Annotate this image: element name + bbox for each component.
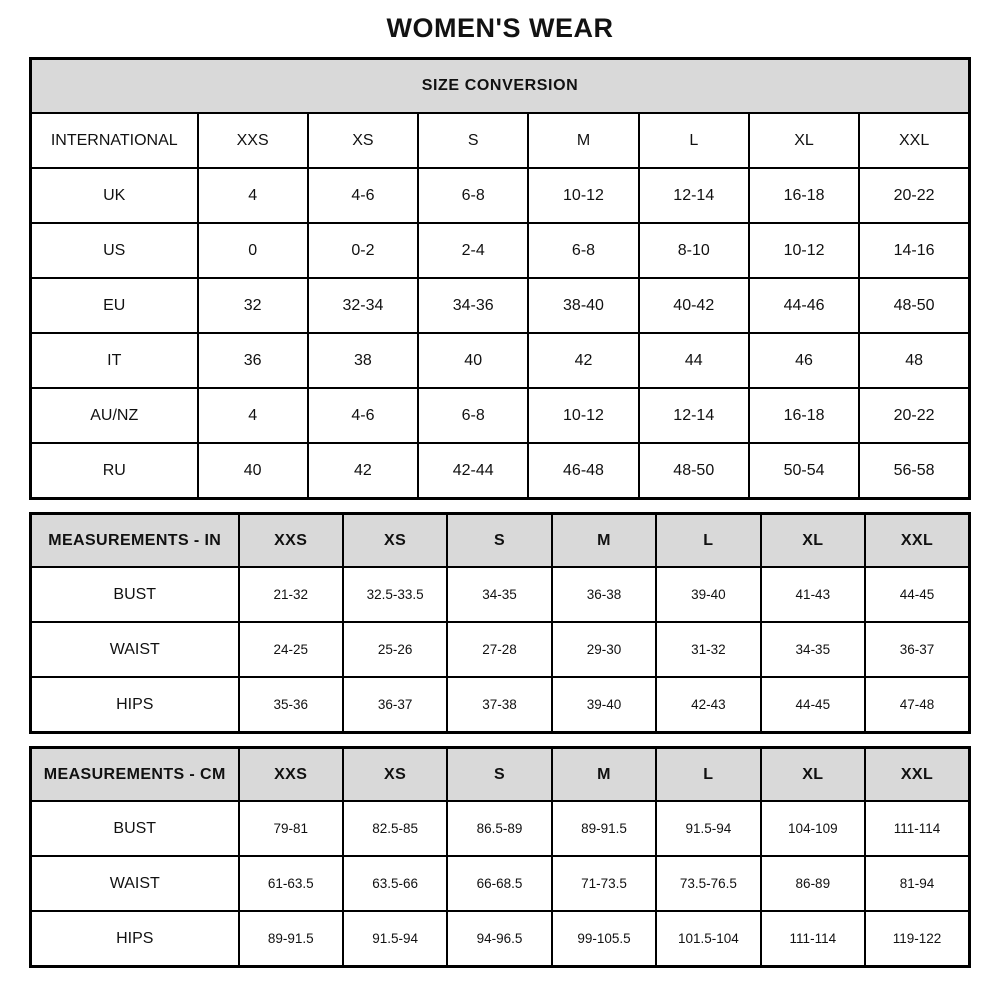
measurements-in-table: [29, 512, 971, 734]
size-value-cell: 48-50: [859, 278, 969, 333]
size-value-cell: 42: [528, 333, 638, 388]
measurement-label: WAIST: [31, 856, 239, 911]
size-chart-page: [29, 0, 971, 968]
measurements-cm-header-row: [31, 748, 970, 802]
table-row: [31, 333, 970, 388]
table-row: [31, 278, 970, 333]
measurement-value-cell: 82.5-85: [343, 801, 447, 856]
size-value-cell: 10-12: [749, 223, 859, 278]
size-value-cell: 0-2: [308, 223, 418, 278]
table-row: [31, 911, 970, 967]
measurement-value-cell: 37-38: [447, 677, 551, 733]
column-header-size: XXL: [859, 113, 969, 168]
measurement-value-cell: 71-73.5: [552, 856, 656, 911]
size-value-cell: 14-16: [859, 223, 969, 278]
measurements-table-title: MEASUREMENTS - CM: [31, 748, 239, 802]
column-header-size: L: [639, 113, 749, 168]
column-header-size: S: [447, 514, 551, 568]
measurement-value-cell: 34-35: [447, 567, 551, 622]
size-value-cell: 0: [198, 223, 308, 278]
column-header-size: XXL: [865, 514, 969, 568]
measurement-value-cell: 41-43: [761, 567, 865, 622]
table-row: [31, 622, 970, 677]
measurement-value-cell: 66-68.5: [447, 856, 551, 911]
region-label: IT: [31, 333, 198, 388]
size-value-cell: 12-14: [639, 168, 749, 223]
size-value-cell: 56-58: [859, 443, 969, 499]
column-header-size: L: [656, 514, 760, 568]
measurement-value-cell: 32.5-33.5: [343, 567, 447, 622]
size-value-cell: 38: [308, 333, 418, 388]
size-value-cell: 10-12: [528, 168, 638, 223]
size-value-cell: 42: [308, 443, 418, 499]
size-value-cell: 16-18: [749, 168, 859, 223]
measurement-value-cell: 89-91.5: [552, 801, 656, 856]
size-value-cell: 12-14: [639, 388, 749, 443]
column-header-size: XXS: [239, 748, 343, 802]
measurement-value-cell: 42-43: [656, 677, 760, 733]
measurement-value-cell: 27-28: [447, 622, 551, 677]
table-row: [31, 223, 970, 278]
size-conversion-banner-row: [31, 59, 970, 114]
measurement-value-cell: 91.5-94: [656, 801, 760, 856]
measurement-value-cell: 29-30: [552, 622, 656, 677]
measurement-value-cell: 104-109: [761, 801, 865, 856]
region-label: EU: [31, 278, 198, 333]
measurement-value-cell: 39-40: [552, 677, 656, 733]
measurement-value-cell: 73.5-76.5: [656, 856, 760, 911]
size-value-cell: 38-40: [528, 278, 638, 333]
size-value-cell: 2-4: [418, 223, 528, 278]
size-conversion-title: SIZE CONVERSION: [31, 59, 970, 114]
measurements-table-title: MEASUREMENTS - IN: [31, 514, 239, 568]
measurement-label: HIPS: [31, 911, 239, 967]
table-row: [31, 388, 970, 443]
measurement-value-cell: 111-114: [761, 911, 865, 967]
measurement-value-cell: 94-96.5: [447, 911, 551, 967]
measurement-value-cell: 36-37: [343, 677, 447, 733]
size-value-cell: 44: [639, 333, 749, 388]
measurement-value-cell: 79-81: [239, 801, 343, 856]
size-value-cell: 48: [859, 333, 969, 388]
size-value-cell: 16-18: [749, 388, 859, 443]
measurements-cm-table: [29, 746, 971, 968]
column-header-size: L: [656, 748, 760, 802]
measurement-value-cell: 21-32: [239, 567, 343, 622]
measurement-label: HIPS: [31, 677, 239, 733]
measurement-value-cell: 44-45: [865, 567, 969, 622]
size-value-cell: 40: [418, 333, 528, 388]
measurement-label: WAIST: [31, 622, 239, 677]
size-value-cell: 36: [198, 333, 308, 388]
size-value-cell: 8-10: [639, 223, 749, 278]
measurement-value-cell: 31-32: [656, 622, 760, 677]
measurement-value-cell: 63.5-66: [343, 856, 447, 911]
column-header-size: M: [552, 514, 656, 568]
size-value-cell: 40-42: [639, 278, 749, 333]
measurement-value-cell: 119-122: [865, 911, 969, 967]
column-header-size: XXS: [198, 113, 308, 168]
column-header-size: XL: [749, 113, 859, 168]
column-header-size: M: [552, 748, 656, 802]
measurement-value-cell: 39-40: [656, 567, 760, 622]
measurement-value-cell: 47-48: [865, 677, 969, 733]
column-header-size: S: [447, 748, 551, 802]
measurement-value-cell: 34-35: [761, 622, 865, 677]
size-value-cell: 4-6: [308, 168, 418, 223]
table-row: [31, 677, 970, 733]
table-row: [31, 168, 970, 223]
measurement-value-cell: 99-105.5: [552, 911, 656, 967]
column-header-size: XL: [761, 514, 865, 568]
size-value-cell: 50-54: [749, 443, 859, 499]
size-value-cell: 42-44: [418, 443, 528, 499]
measurement-value-cell: 44-45: [761, 677, 865, 733]
size-value-cell: 44-46: [749, 278, 859, 333]
measurement-value-cell: 24-25: [239, 622, 343, 677]
column-header-size: M: [528, 113, 638, 168]
size-value-cell: 34-36: [418, 278, 528, 333]
size-value-cell: 20-22: [859, 168, 969, 223]
measurement-value-cell: 36-37: [865, 622, 969, 677]
measurement-value-cell: 61-63.5: [239, 856, 343, 911]
measurement-label: BUST: [31, 567, 239, 622]
size-value-cell: 10-12: [528, 388, 638, 443]
measurement-value-cell: 36-38: [552, 567, 656, 622]
measurement-value-cell: 86-89: [761, 856, 865, 911]
table-row: [31, 567, 970, 622]
column-header-size: XL: [761, 748, 865, 802]
size-value-cell: 4-6: [308, 388, 418, 443]
column-header-international: INTERNATIONAL: [31, 113, 198, 168]
size-value-cell: 48-50: [639, 443, 749, 499]
measurement-label: BUST: [31, 801, 239, 856]
measurement-value-cell: 91.5-94: [343, 911, 447, 967]
measurements-in-header-row: [31, 514, 970, 568]
size-value-cell: 20-22: [859, 388, 969, 443]
column-header-size: XS: [343, 748, 447, 802]
size-value-cell: 40: [198, 443, 308, 499]
column-header-size: XXS: [239, 514, 343, 568]
region-label: US: [31, 223, 198, 278]
column-header-size: XS: [308, 113, 418, 168]
measurement-value-cell: 101.5-104: [656, 911, 760, 967]
measurement-value-cell: 89-91.5: [239, 911, 343, 967]
measurement-value-cell: 35-36: [239, 677, 343, 733]
size-value-cell: 46-48: [528, 443, 638, 499]
table-row: [31, 443, 970, 499]
column-header-size: S: [418, 113, 528, 168]
size-value-cell: 46: [749, 333, 859, 388]
size-value-cell: 32: [198, 278, 308, 333]
table-row: [31, 801, 970, 856]
measurement-value-cell: 81-94: [865, 856, 969, 911]
measurement-value-cell: 86.5-89: [447, 801, 551, 856]
page-title: WOMEN'S WEAR: [386, 13, 614, 43]
size-value-cell: 6-8: [418, 168, 528, 223]
size-value-cell: 4: [198, 388, 308, 443]
region-label: UK: [31, 168, 198, 223]
size-conversion-columns-row: [31, 113, 970, 168]
region-label: AU/NZ: [31, 388, 198, 443]
size-value-cell: 6-8: [528, 223, 638, 278]
table-row: [31, 856, 970, 911]
column-header-size: XXL: [865, 748, 969, 802]
size-conversion-table: [29, 57, 971, 500]
region-label: RU: [31, 443, 198, 499]
size-value-cell: 32-34: [308, 278, 418, 333]
measurement-value-cell: 25-26: [343, 622, 447, 677]
size-value-cell: 6-8: [418, 388, 528, 443]
size-value-cell: 4: [198, 168, 308, 223]
measurement-value-cell: 111-114: [865, 801, 969, 856]
column-header-size: XS: [343, 514, 447, 568]
